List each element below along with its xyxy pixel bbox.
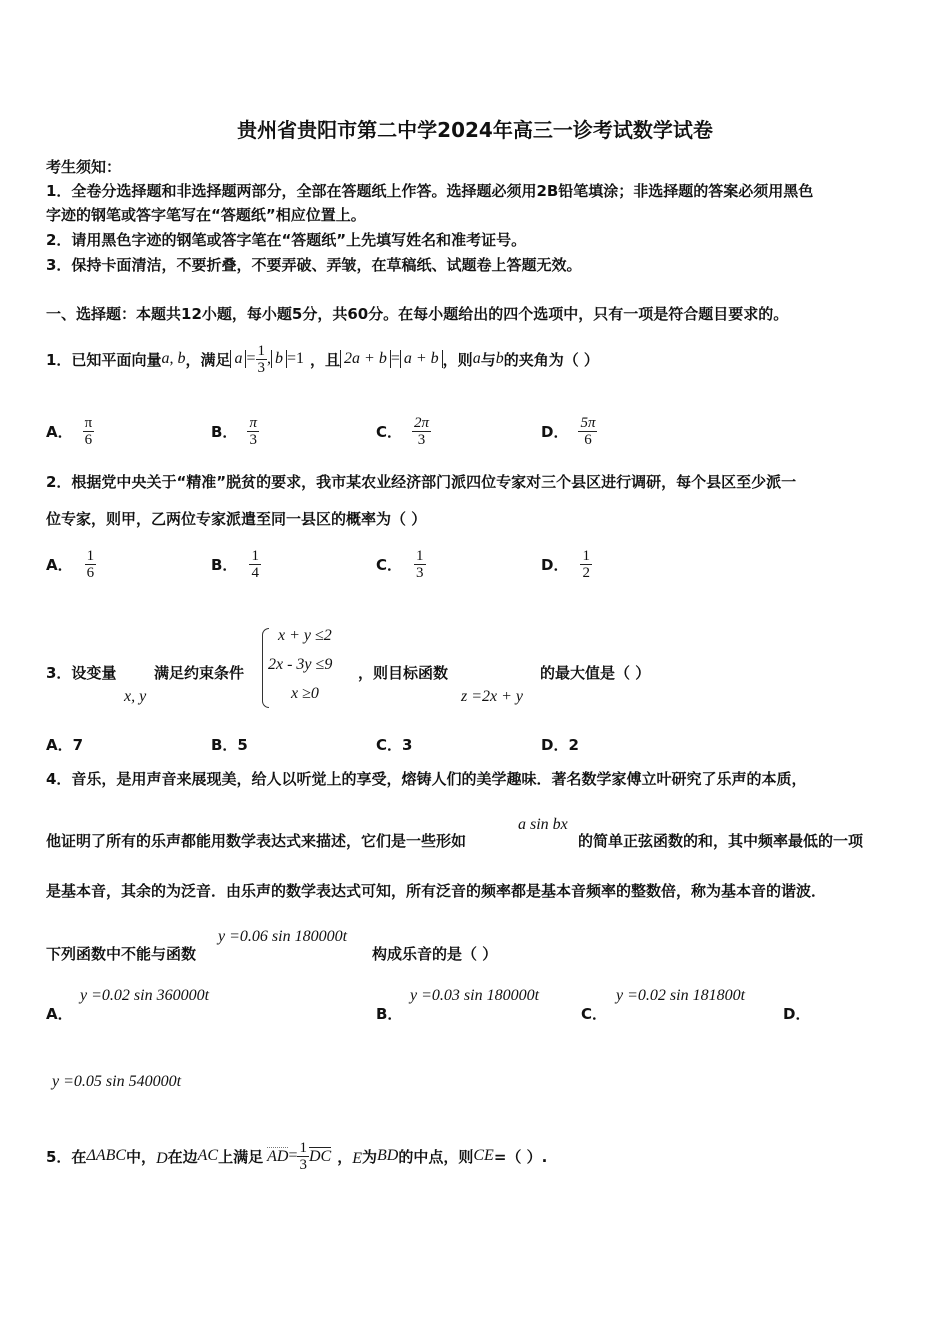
q4-option-b-label: B．	[376, 1005, 403, 1023]
option-fraction	[83, 415, 95, 448]
option-label: A．	[46, 555, 73, 574]
q2-line-1: 2．根据党中央关于“精准”脱贫的要求，我市某农业经济部门派四位专家对三个县区进行调研，每个县区至少派一	[46, 473, 797, 491]
q2-option-b	[211, 540, 261, 588]
q3-option-b: B．5	[211, 736, 248, 754]
q1-eq-3: =	[390, 350, 400, 367]
q1-var-b: b	[495, 350, 504, 367]
q1-lhs: 2a + b	[340, 350, 391, 368]
q5-text-8: =（ ）.	[493, 1147, 548, 1166]
q1-text-4: 与	[480, 350, 496, 369]
frac-den: 4	[251, 564, 259, 581]
q1-rhs: a + b	[400, 350, 443, 368]
q5-triangle: ΔABC	[86, 1147, 127, 1164]
q4-option-a-expr: y =0.02 sin 360000t	[80, 987, 210, 1004]
section-heading: 一、选择题：本题共12小题，每小题5分，共60分。在每小题给出的四个选项中，只有一项是符合题目要求的。	[46, 305, 789, 323]
option-label: C．	[376, 422, 403, 441]
q4-line-4a: 下列函数中不能与函数	[46, 945, 197, 963]
q5-vec-ad: AD	[267, 1147, 289, 1165]
q4-option-d-expr: y =0.05 sin 540000t	[52, 1073, 182, 1090]
q1-abs-b: b	[271, 350, 287, 368]
q3-vars: x, y	[124, 688, 147, 705]
q4-line-3: 是基本音，其余的为泛音．由乐声的数学表达式可知，所有泛音的频率都是基本音频率的整数倍，称为基本音的谐波．	[46, 882, 827, 900]
q5-point-e: E	[352, 1150, 362, 1167]
frac-den: 3	[249, 431, 257, 448]
q5-text-6: 为	[362, 1147, 378, 1166]
option-label: C．	[376, 555, 403, 574]
q1-option-c	[376, 408, 431, 454]
q1-text-2: ，且	[310, 350, 341, 369]
q3-option-c: C．3	[376, 736, 413, 754]
q5-text-7: 的中点，则	[398, 1147, 474, 1166]
notice-line-1a: 1．全卷分选择题和非选择题两部分，全部在答题纸上作答。选择题必须用2B铅笔填涂；非选择题的答案必须用黑色	[46, 182, 814, 200]
q3-func: z =2x + y	[461, 688, 524, 705]
frac-num: 1	[86, 547, 95, 564]
q1-frac-num: 1	[257, 342, 265, 359]
q3-constraint-1: x + y ≤2	[278, 627, 332, 644]
q5-segment-bd: BD	[377, 1147, 399, 1164]
q5-vec-ce: CE	[473, 1147, 494, 1164]
question-5	[46, 1128, 547, 1184]
q4-option-d-label: D．	[783, 1005, 811, 1023]
option-fraction	[249, 548, 261, 581]
q2-option-c	[376, 540, 426, 588]
q1-sep: ,	[267, 350, 271, 367]
option-fraction	[578, 415, 597, 448]
option-label: B．	[211, 422, 238, 441]
q5-fraction	[297, 1140, 309, 1173]
q3-text-1: 3．设变量	[46, 664, 117, 682]
notice-heading: 考生须知：	[46, 158, 122, 176]
q1-text-1: ，满足	[185, 350, 231, 369]
q1-option-b	[211, 408, 259, 454]
q1-abs-a: a	[230, 350, 246, 368]
page-title: 贵州省贵阳市第二中学2024年高三一诊考试数学试卷	[237, 118, 713, 142]
q1-option-a	[46, 408, 94, 454]
q4-func: y =0.06 sin 180000t	[218, 928, 348, 945]
frac-num: 1	[251, 547, 259, 564]
frac-den: 3	[416, 564, 424, 581]
frac-num: 2π	[414, 414, 430, 431]
q1-var-a: a	[472, 350, 481, 367]
q4-line-1: 4．音乐，是用声音来展现美，给人以听觉上的享受，熔铸人们的美学趣味．著名数学家傅立叶研究了乐声的本质，	[46, 770, 807, 788]
q2-line-2: 位专家，则甲，乙两位专家派遣至同一县区的概率为（ ）	[46, 510, 427, 528]
q3-text-3: ，则目标函数	[358, 664, 449, 682]
q1-eq-1: =	[246, 350, 256, 367]
q5-eq: =	[288, 1147, 298, 1164]
q3-option-a: A．7	[46, 736, 84, 754]
frac-den: 6	[584, 431, 592, 448]
question-1	[46, 333, 599, 385]
frac-den: 6	[84, 431, 93, 448]
q1-text-5: 的夹角为（ ）	[503, 350, 599, 369]
frac-den: 2	[582, 564, 590, 581]
q2-option-a	[46, 540, 96, 588]
q4-line-4b: 构成乐音的是（ ）	[372, 945, 498, 963]
option-label: D．	[541, 555, 569, 574]
q4-expr: a sin bx	[518, 816, 568, 833]
q4-line-2b: 的简单正弦函数的和，其中频率最低的一项	[578, 832, 864, 850]
q5-frac-num: 1	[299, 1139, 307, 1156]
frac-num: π	[84, 414, 93, 431]
q1-prefix: 1．已知平面向量	[46, 350, 162, 369]
q5-frac-den: 3	[299, 1156, 307, 1173]
q1-fraction	[256, 343, 268, 376]
frac-num: π	[249, 414, 257, 431]
q2-option-d	[541, 540, 592, 588]
q1-text-3: ，则	[442, 350, 473, 369]
q4-line-2a: 他证明了所有的乐声都能用数学表达式来描述，它们是一些形如	[46, 832, 467, 850]
frac-num: 1	[416, 547, 424, 564]
q4-option-c-expr: y =0.02 sin 181800t	[616, 987, 746, 1004]
option-fraction	[414, 548, 426, 581]
notice-line-1b: 字迹的钢笔或答字笔写在“答题纸”相应位置上。	[46, 206, 366, 224]
q4-option-b-expr: y =0.03 sin 180000t	[410, 987, 540, 1004]
option-fraction	[85, 548, 97, 581]
q3-text-4: 的最大值是（ ）	[540, 664, 651, 682]
q4-option-c-label: C．	[581, 1005, 608, 1023]
frac-num: 1	[582, 547, 590, 564]
notice-line-2: 2．请用黑色字迹的钢笔或答字笔在“答题纸”上先填写姓名和准考证号。	[46, 231, 527, 249]
q1-eq-2: =1	[287, 350, 305, 367]
q3-option-d: D．2	[541, 736, 579, 754]
q5-side-ac: AC	[197, 1147, 219, 1164]
q5-text-4: 上满足	[218, 1147, 264, 1166]
q3-constraint-3: x ≥0	[291, 685, 319, 702]
notice-line-3: 3．保持卡面清洁，不要折叠，不要弄破、弄皱，在草稿纸、试题卷上答题无效。	[46, 256, 582, 274]
option-label: A．	[46, 422, 73, 441]
q1-option-d	[541, 408, 597, 454]
q5-text-5: ，	[337, 1147, 353, 1166]
frac-den: 6	[86, 564, 95, 581]
q1-frac-den: 3	[257, 359, 265, 376]
q5-text-3: 在边	[167, 1147, 198, 1166]
q3-text-2: 满足约束条件	[154, 664, 245, 682]
option-fraction	[412, 415, 431, 448]
q4-option-a-label: A．	[46, 1005, 73, 1023]
q1-vectors: a, b	[161, 350, 186, 367]
q5-text-1: 5．在	[46, 1147, 87, 1166]
option-fraction	[247, 415, 259, 448]
q3-constraint-2: 2x - 3y ≤9	[268, 656, 333, 673]
option-label: B．	[211, 555, 238, 574]
q5-point-d: D	[156, 1150, 168, 1167]
frac-num: 5π	[580, 414, 596, 431]
option-label: D．	[541, 422, 569, 441]
frac-den: 3	[417, 431, 426, 448]
q5-text-2: 中，	[126, 1147, 157, 1166]
q5-vec-dc: DC	[308, 1147, 332, 1165]
option-fraction	[580, 548, 592, 581]
